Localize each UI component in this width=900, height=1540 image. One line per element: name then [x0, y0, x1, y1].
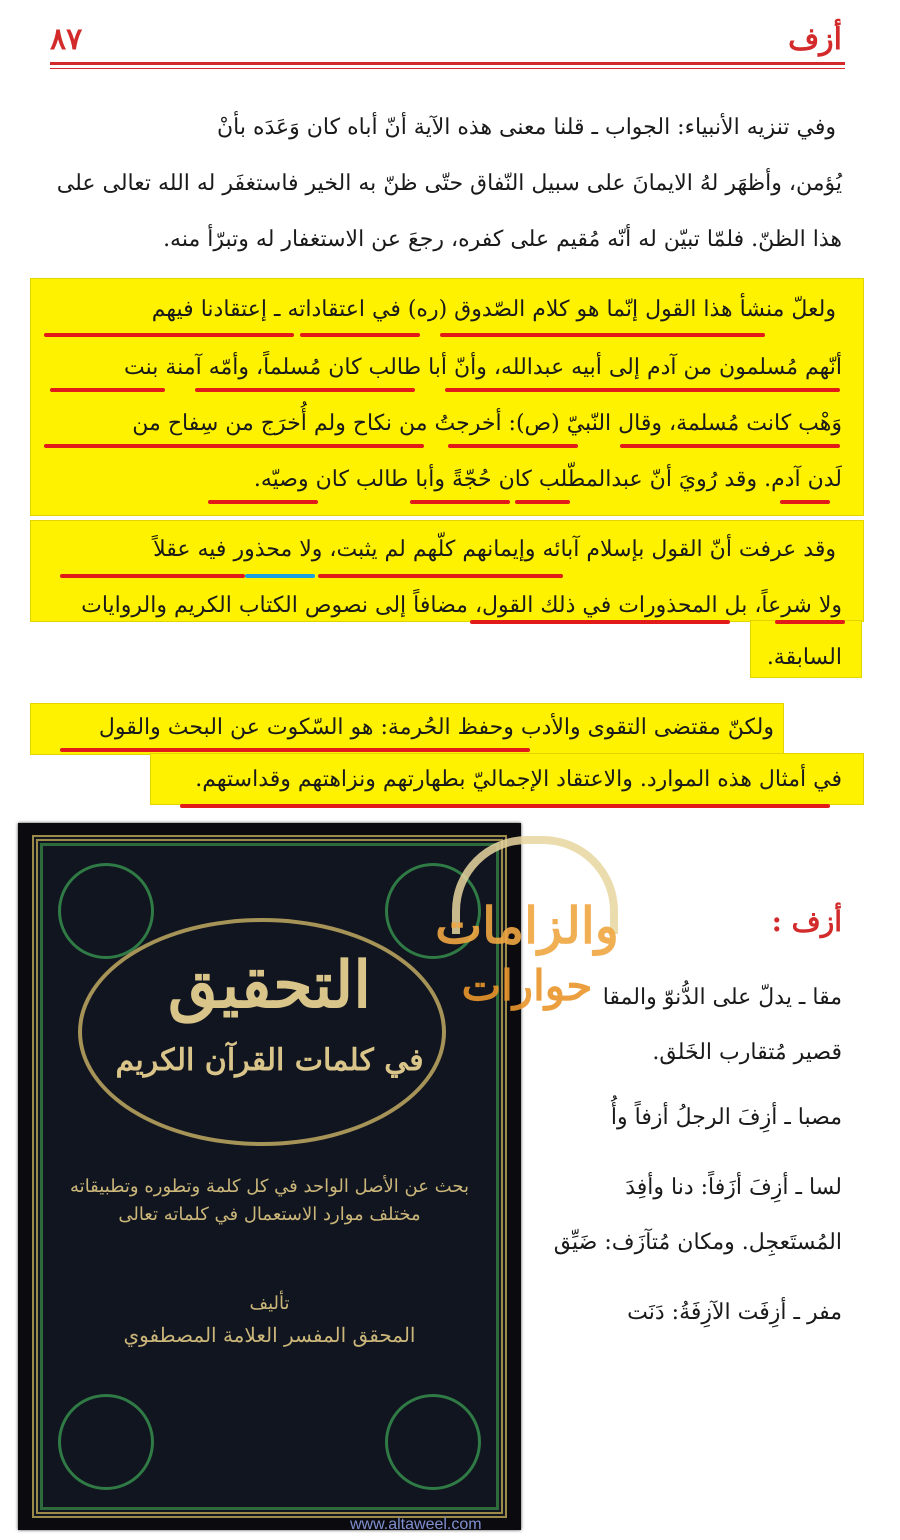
underline: [775, 620, 845, 624]
highlight1-line-4: لَدن آدم. وقد رُويَ أنّ عبدالمطّلب كان حُجّةً وأبا طالب كان وصيّه.: [253, 467, 842, 492]
underline: [780, 500, 830, 504]
ornament-icon: [58, 863, 154, 959]
underline: [470, 620, 730, 624]
intro-line-3: هذا الظنّ. فلمّا تبيّن له أنّه مُقيم على كفره، رجعَ عن الاستغفار له وتبرّأ منه.: [163, 227, 842, 252]
underline: [44, 444, 424, 448]
intro-line-2: يُؤمن، وأظهَر لهُ الايمانَ على سبيل النّفاق حتّى ظنّ به الخير فاستغفَر له الله تعالى على: [56, 171, 842, 196]
highlight2-line-2: ولا شرعاً، بل المحذورات في ذلك القول، مضافاً إلى نصوص الكتاب الكريم والروايات: [81, 593, 842, 618]
intro-line-1: وفي تنزيه الأنبياء: الجواب ـ قلنا معنى هذه الآية أنّ أباه كان وَعَدَه بأنْ: [216, 115, 836, 140]
book-description-line: بحث عن الأصل الواحد في كل كلمة وتطوره وتطبيقاته: [70, 1176, 469, 1197]
underline: [300, 333, 420, 337]
underline-blue: [245, 574, 315, 578]
entry-line: لسا ـ أزِفَ أزَفاً: دنا وأفِدَ: [625, 1175, 842, 1200]
underline: [410, 500, 510, 504]
book-by-label: تأليف: [249, 1293, 290, 1314]
highlight3-line-2: في أمثال هذه الموارد. والاعتقاد الإجماليّ بطهارتهم ونزاهتهم وقداستهم.: [195, 767, 842, 792]
highlight1-line-1: ولعلّ منشأ هذا القول إنّما هو كلام الصّدوق (ره) في اعتقاداته ـ إعتقادنا فيهم: [151, 297, 836, 322]
book-title: التحقيق: [168, 948, 371, 1023]
header-rule: [50, 62, 845, 65]
highlight2-line-3: السابقة.: [766, 645, 842, 670]
underline: [448, 444, 578, 448]
highlight1-line-3: وَهْب كانت مُسلمة، وقال النّبيّ (ص): أخرجتُ من نكاح ولم أُخرَج من سِفاح من: [132, 411, 842, 436]
book-description-line: مختلف موارد الاستعمال في كلماته تعالى: [118, 1204, 421, 1225]
underline: [440, 333, 765, 337]
underline: [60, 574, 245, 578]
underline: [44, 333, 294, 337]
underline: [318, 574, 563, 578]
ornament-icon: [385, 1394, 481, 1490]
underline: [60, 748, 530, 752]
entry-line: مفر ـ أزِفَت الآزِفَةُ: دَنَت: [627, 1300, 842, 1325]
ornament-icon: [58, 1394, 154, 1490]
watermark-logo: [432, 836, 622, 1036]
highlight1-line-2: أنّهم مُسلمون من آدم إلى أبيه عبدالله، وأنّ أبا طالب كان مُسلماً، وأمّه آمنة بنت: [124, 355, 842, 380]
entry-line: قصير مُتقارب الخَلق.: [652, 1040, 842, 1065]
underline: [180, 804, 830, 808]
book-author: المحقق المفسر العلامة المصطفوي: [123, 1323, 416, 1347]
book-description: [68, 1173, 471, 1229]
highlight3-line-1: ولكنّ مقتضى التقوى والأدب وحفظ الحُرمة: هو السّكوت عن البحث والقول: [98, 715, 774, 740]
highlight2-line-1: وقد عرفت أنّ القول بإسلام آبائه وإيمانهم كلّهم لم يثبت، ولا محذور فيه عقلاً: [153, 537, 836, 562]
footer-url: www.altaweel.com: [350, 1516, 482, 1533]
underline: [208, 500, 318, 504]
watermark-text: والزامات: [435, 896, 619, 955]
underline: [445, 388, 840, 392]
entry-title: أزف :: [771, 905, 842, 938]
header-rule-thin: [50, 68, 845, 69]
underline: [515, 500, 570, 504]
entry-line: المُستَعجِل. ومكان مُتآزَف: ضَيِّق: [553, 1230, 842, 1255]
book-subtitle: في كلمات القرآن الكريم: [115, 1043, 424, 1078]
underline: [50, 388, 165, 392]
entry-line: مقا ـ يدلّ على الدُّنوّ والمقا: [602, 985, 842, 1010]
underline: [195, 388, 415, 392]
root-word-header: أزف: [788, 22, 842, 57]
underline: [620, 444, 840, 448]
watermark-text: حوارات: [461, 961, 593, 1010]
entry-line: مصبا ـ أزِفَ الرجلُ أزفاً وأُ: [610, 1105, 842, 1130]
page-number: ٨٧: [50, 22, 83, 57]
